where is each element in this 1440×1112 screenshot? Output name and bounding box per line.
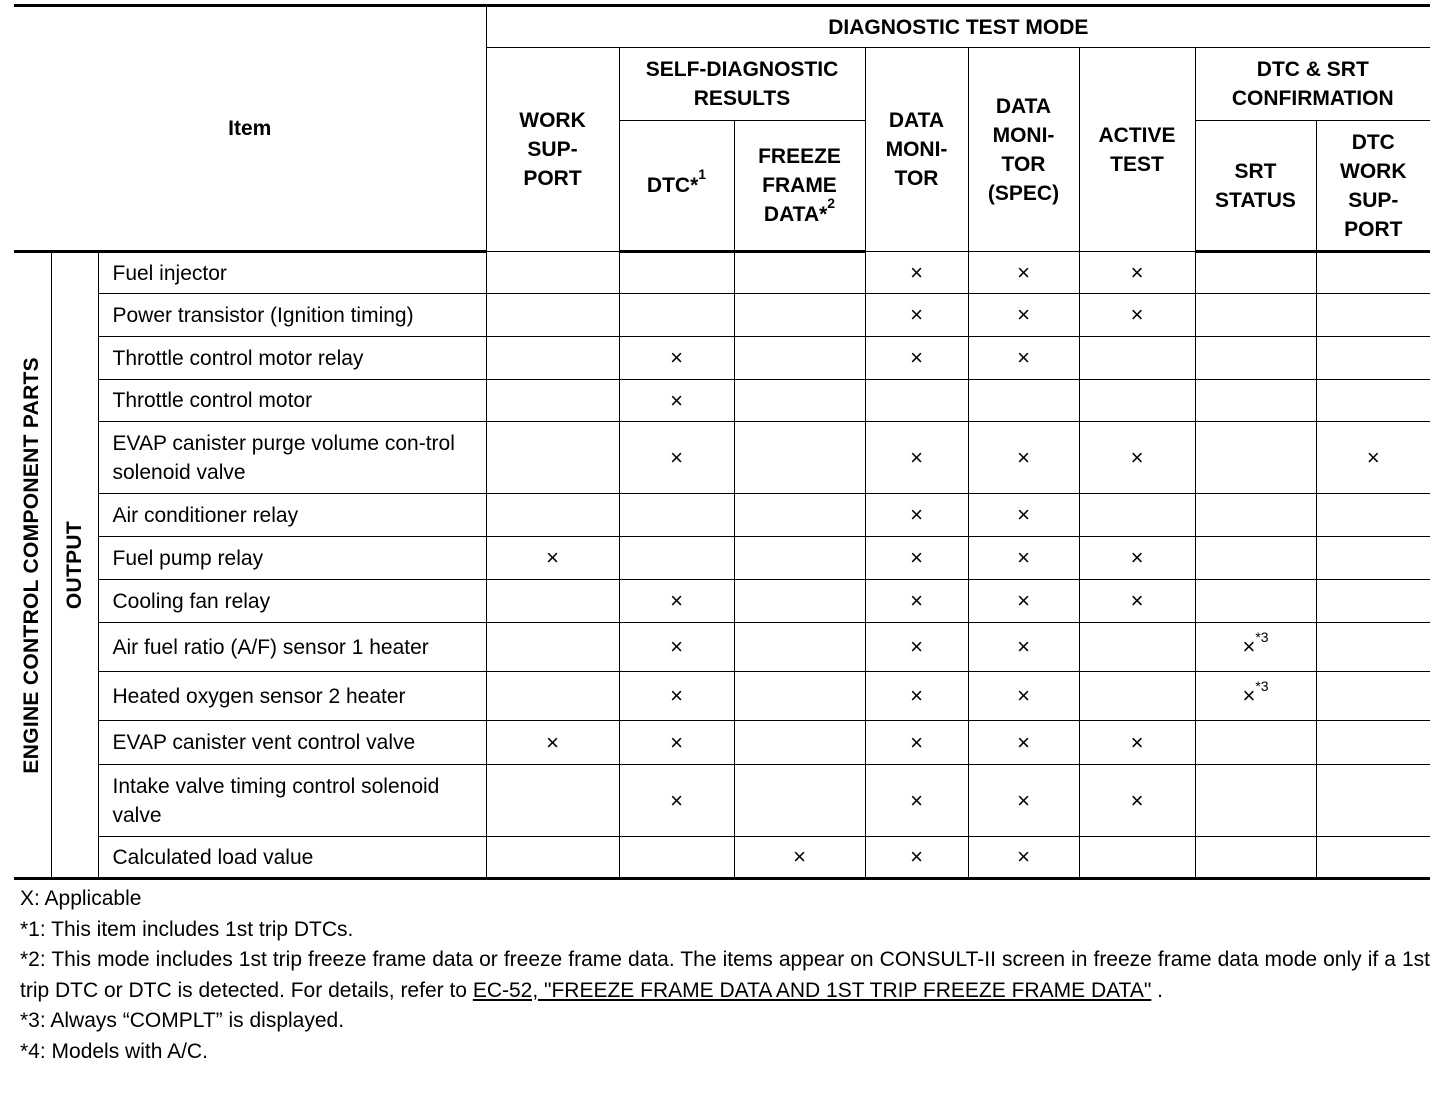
item-name: Air fuel ratio (A/F) sensor 1 heater: [98, 623, 486, 672]
freeze-frame-data-header: FREEZE FRAME DATA*$^2$: [734, 121, 865, 252]
item-name: Throttle control motor relay: [98, 337, 486, 380]
mode-cell: [619, 252, 734, 294]
item-name: EVAP canister purge volume con-trol solenoid valve: [98, 422, 486, 494]
table-row: [14, 537, 1430, 580]
mode-cell: ×: [619, 623, 734, 672]
table-row: [14, 721, 1430, 765]
mode-cell: ×: [968, 580, 1079, 623]
mode-cell: [1316, 837, 1430, 879]
mode-cell: ×: [968, 672, 1079, 721]
note-applicable: X: Applicable: [20, 887, 142, 910]
mode-cell: ×: [865, 765, 968, 837]
mode-cell: [486, 672, 619, 721]
footnote-ref: *3: [1255, 678, 1269, 694]
mode-cell: ×: [619, 422, 734, 494]
mode-cell: [1195, 252, 1316, 294]
freeze-frame-reference-link[interactable]: EC-52, "FREEZE FRAME DATA AND 1ST TRIP FREEZE FRAME DATA": [472, 978, 1152, 1002]
mode-cell: [1079, 672, 1195, 721]
mode-cell: [734, 721, 865, 765]
mode-cell: [1195, 537, 1316, 580]
data-monitor-header: DATA MONI- TOR: [865, 48, 968, 252]
mode-cell: ×: [968, 765, 1079, 837]
document: [14, 4, 1430, 1067]
mode-cell: ×: [619, 765, 734, 837]
item-name: Cooling fan relay: [98, 580, 486, 623]
mode-cell: ×: [1079, 537, 1195, 580]
mode-cell: [619, 294, 734, 337]
mode-cell: ×: [1079, 294, 1195, 337]
mode-cell: [734, 337, 865, 380]
mode-cell: [734, 294, 865, 337]
mode-cell: [734, 537, 865, 580]
mode-cell: [734, 494, 865, 537]
table-row: [14, 837, 1430, 879]
item-name: Heated oxygen sensor 2 heater: [98, 672, 486, 721]
mode-cell: ×: [968, 721, 1079, 765]
mode-cell: [1195, 721, 1316, 765]
item-name: Air conditioner relay: [98, 494, 486, 537]
mode-cell: [486, 580, 619, 623]
mode-cell: ×: [865, 837, 968, 879]
item-name: Intake valve timing control solenoid valve: [98, 765, 486, 837]
srt-status-header: SRT STATUS: [1195, 121, 1316, 252]
dtc-footnote-ref: 1: [698, 166, 707, 182]
mode-cell: ×: [619, 337, 734, 380]
table-row: [14, 623, 1430, 672]
mode-cell: [1316, 252, 1430, 294]
mode-cell: [1316, 721, 1430, 765]
mode-cell: ×: [968, 494, 1079, 537]
table-row: [14, 580, 1430, 623]
mode-cell: [1316, 580, 1430, 623]
group-engine-control: [14, 252, 51, 879]
mode-cell: [1316, 623, 1430, 672]
mode-cell: ×: [968, 252, 1079, 294]
active-test-header: ACTIVE TEST: [1079, 48, 1195, 252]
note-1: *1: This item includes 1st trip DTCs.: [20, 917, 354, 941]
mode-cell: ×: [865, 580, 968, 623]
mode-cell: ×: [968, 623, 1079, 672]
mode-cell: ×: [619, 721, 734, 765]
group-output-label: OUTPUT: [62, 520, 86, 610]
mode-cell: ×: [619, 380, 734, 422]
mode-cell: [486, 623, 619, 672]
mode-cell: [734, 580, 865, 623]
diagnostic-test-mode-header: DIAGNOSTIC TEST MODE: [486, 6, 1430, 48]
item-name: EVAP canister vent control valve: [98, 721, 486, 765]
mode-cell: [486, 422, 619, 494]
mode-cell: [1316, 380, 1430, 422]
mode-cell: [486, 337, 619, 380]
mode-cell: ×: [865, 494, 968, 537]
table-row: [14, 294, 1430, 337]
mode-cell: ×: [486, 537, 619, 580]
item-name: Power transistor (Ignition timing): [98, 294, 486, 337]
mode-cell: [1195, 294, 1316, 337]
mode-cell: ×: [865, 721, 968, 765]
mode-cell: [1079, 380, 1195, 422]
table-row: [14, 422, 1430, 494]
freeze-frame-footnote-ref: 2: [827, 195, 836, 211]
mode-cell: [1195, 580, 1316, 623]
mode-cell: [1079, 623, 1195, 672]
mode-cell: ×: [968, 537, 1079, 580]
group-output: [51, 252, 98, 879]
mode-cell: ×: [619, 672, 734, 721]
mode-cell: ×: [865, 252, 968, 294]
mode-cell: [1316, 294, 1430, 337]
mode-cell: [734, 422, 865, 494]
mode-cell: [486, 837, 619, 879]
diagnostic-mode-table: [14, 4, 1430, 880]
table-row: [14, 337, 1430, 380]
mode-cell: [734, 765, 865, 837]
mode-cell: [1079, 837, 1195, 879]
mode-cell: ×: [865, 672, 968, 721]
mode-cell: ×: [1079, 721, 1195, 765]
mode-cell: [619, 537, 734, 580]
dtc-header: DTC*$^1$: [619, 121, 734, 252]
mode-cell: [865, 380, 968, 422]
mode-cell: [734, 252, 865, 294]
mode-cell: [486, 252, 619, 294]
mode-cell: [1079, 494, 1195, 537]
note-4: *4: Models with A/C.: [20, 1039, 208, 1063]
footnote-ref: *3: [1255, 629, 1269, 645]
mode-cell: [734, 380, 865, 422]
note-2: *2: This mode includes 1st trip freeze frame data or freeze frame data. The items appear on CONSULT-II screen in freeze frame data mode only if a 1st trip DTC or DTC is detected. For details, refer to EC-52, "FREEZE FRAME DATA AND 1ST TRIP FREEZE FRAME DATA" .: [20, 948, 1430, 1002]
mode-cell: [1195, 494, 1316, 537]
table-row: [14, 672, 1430, 721]
mode-cell: [1316, 672, 1430, 721]
mode-cell: ×: [968, 837, 1079, 879]
mode-cell: ×: [1079, 422, 1195, 494]
mode-cell: ×: [865, 422, 968, 494]
mode-cell: [1195, 337, 1316, 380]
mode-cell: ×: [968, 337, 1079, 380]
self-diagnostic-header: SELF-DIAGNOSTIC RESULTS: [619, 48, 865, 121]
mode-cell: ×: [968, 294, 1079, 337]
mode-cell: [486, 294, 619, 337]
mode-cell: [1195, 380, 1316, 422]
mode-cell: [1316, 537, 1430, 580]
mode-cell: [486, 380, 619, 422]
item-name: Throttle control motor: [98, 380, 486, 422]
mode-cell: [734, 623, 865, 672]
item-name: Fuel pump relay: [98, 537, 486, 580]
note-3: *3: Always “COMPLT” is displayed.: [20, 1009, 345, 1032]
mode-cell: ×: [1079, 765, 1195, 837]
table-row: [14, 494, 1430, 537]
mode-cell: [1195, 765, 1316, 837]
mode-cell: [486, 765, 619, 837]
mode-cell: [1195, 837, 1316, 879]
mode-cell: [734, 672, 865, 721]
footnotes: [14, 884, 1430, 1067]
mode-cell: ×: [968, 422, 1079, 494]
mode-cell: [1316, 337, 1430, 380]
table-row: [14, 380, 1430, 422]
mode-cell: [619, 494, 734, 537]
mode-cell: ×$^{*3}$: [1195, 623, 1316, 672]
work-support-header: WORK SUP- PORT: [486, 48, 619, 252]
mode-cell: ×: [1079, 252, 1195, 294]
mode-cell: [1195, 422, 1316, 494]
dtc-work-support-header: DTC WORK SUP- PORT: [1316, 121, 1430, 252]
mode-cell: ×$^{*3}$: [1195, 672, 1316, 721]
mode-cell: [619, 837, 734, 879]
mode-cell: ×: [865, 623, 968, 672]
item-name: Calculated load value: [98, 837, 486, 879]
mode-cell: ×: [619, 580, 734, 623]
table-row: [14, 252, 1430, 294]
mode-cell: ×: [486, 721, 619, 765]
mode-cell: ×: [865, 337, 968, 380]
mode-cell: [968, 380, 1079, 422]
table-row: [14, 765, 1430, 837]
item-header: Item: [14, 6, 486, 252]
mode-cell: [1079, 337, 1195, 380]
mode-cell: ×: [1079, 580, 1195, 623]
item-name: Fuel injector: [98, 252, 486, 294]
mode-cell: ×: [865, 537, 968, 580]
mode-cell: ×: [1316, 422, 1430, 494]
mode-cell: [486, 494, 619, 537]
mode-cell: [1316, 765, 1430, 837]
dtc-srt-confirmation-header: DTC & SRT CONFIRMATION: [1195, 48, 1430, 121]
data-monitor-spec-header: DATA MONI- TOR (SPEC): [968, 48, 1079, 252]
mode-cell: ×: [865, 294, 968, 337]
mode-cell: ×: [734, 837, 865, 879]
group-engine-control-label: ENGINE CONTROL COMPONENT PARTS: [20, 356, 44, 774]
mode-cell: [1316, 494, 1430, 537]
